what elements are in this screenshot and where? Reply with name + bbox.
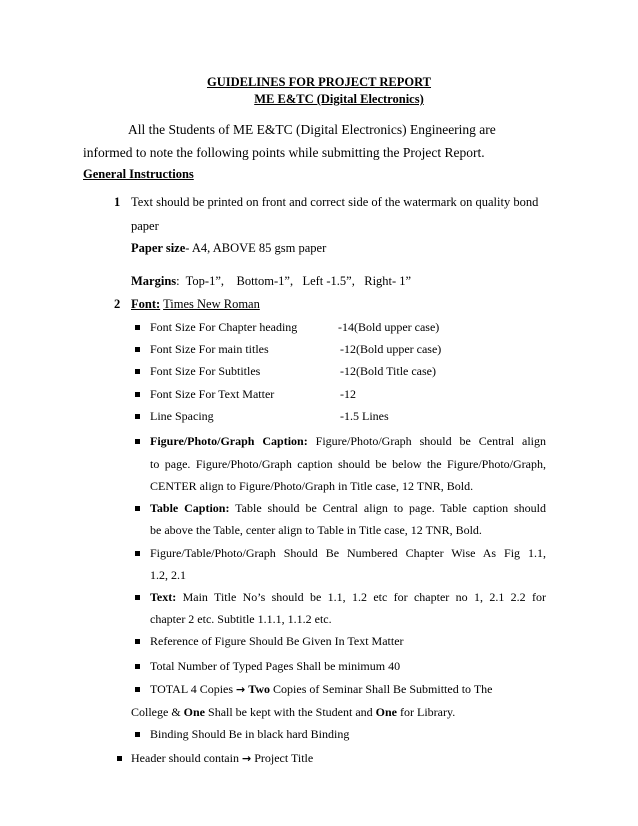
copies-text-2: Copies of Seminar Shall Be Submitted to The xyxy=(273,682,493,696)
paper-size-label: Paper size xyxy=(131,241,186,255)
margins-line xyxy=(131,273,411,289)
bullet-icon xyxy=(135,347,140,352)
bullet-icon xyxy=(135,687,140,692)
font-spec-label: Font Size For main titles xyxy=(150,342,269,356)
reference-line: Reference of Figure Should Be Given In Text Matter xyxy=(150,634,404,648)
bullet-icon xyxy=(135,664,140,669)
font-value: Times New Roman xyxy=(163,297,260,311)
font-spec-value: -12 xyxy=(340,387,356,401)
figure-caption-line-3: CENTER align to Figure/Photo/Graph in Title case, 12 TNR, Bold. xyxy=(150,479,474,493)
font-spec-value: -12(Bold upper case) xyxy=(340,342,442,356)
numbering-line-1: Figure/Table/Photo/Graph Should Be Numbered Chapter Wise As Fig 1.1, xyxy=(150,546,546,560)
arrow-right-icon: → xyxy=(236,683,246,696)
item-1-text-line-2: paper xyxy=(131,219,159,233)
table-caption-line-1 xyxy=(150,500,546,516)
font-line xyxy=(131,296,260,312)
text-numbering-label: Text: xyxy=(150,590,177,604)
typed-pages-line: Total Number of Typed Pages Shall be minimum 40 xyxy=(150,659,401,673)
header-item-line xyxy=(131,750,313,767)
bullet-icon xyxy=(135,595,140,600)
header-item-text: Header should contain xyxy=(131,751,239,765)
bullet-icon xyxy=(135,506,140,511)
font-label: Font: xyxy=(131,297,161,311)
font-spec-label: Font Size For Chapter heading xyxy=(150,320,298,334)
copies-one: One xyxy=(183,705,206,719)
copies-line-1 xyxy=(150,681,492,698)
header-item-value: Project Title xyxy=(254,751,314,765)
copies-line-2 xyxy=(131,704,455,720)
font-spec-value: -14(Bold upper case) xyxy=(338,320,440,334)
item-1-number: 1 xyxy=(114,195,121,209)
arrow-right-icon: → xyxy=(241,752,252,765)
copies-one: One xyxy=(375,705,398,719)
font-spec-value: -12(Bold Title case) xyxy=(340,364,436,378)
bullet-icon xyxy=(135,439,140,444)
font-spec-label: Font Size For Text Matter xyxy=(150,387,275,401)
item-2-number: 2 xyxy=(114,297,121,311)
bullet-icon xyxy=(135,639,140,644)
intro-line-2: informed to note the following points while submitting the Project Report. xyxy=(83,145,485,160)
font-spec-value: -1.5 Lines xyxy=(340,409,389,423)
copies-library: for Library. xyxy=(400,705,456,719)
figure-caption-line-1 xyxy=(150,433,546,449)
binding-line: Binding Should Be in black hard Binding xyxy=(150,727,350,741)
table-caption-line-2: be above the Table, center align to Table in Title case, 12 TNR, Bold. xyxy=(150,523,482,537)
font-spec-label: Line Spacing xyxy=(150,409,214,423)
copies-text: TOTAL 4 Copies xyxy=(150,682,234,696)
paper-size-line xyxy=(131,240,326,256)
table-caption-label: Table Caption: xyxy=(150,501,230,515)
text-numbering-text: Main Title No’s should be 1.1, 1.2 etc for chapter no 1, 2.1 2.2 for xyxy=(182,590,546,604)
title-line-2: ME E&TC (Digital Electronics) xyxy=(254,92,424,106)
intro-line-1: All the Students of ME E&TC (Digital Electronics) Engineering are xyxy=(128,122,496,137)
copies-two: Two xyxy=(248,682,271,696)
copies-kept: Shall be kept with the Student and xyxy=(208,705,373,719)
bullet-icon xyxy=(135,369,140,374)
table-caption-text: Table should be Central align to page. Table caption should xyxy=(235,501,546,515)
item-1-text-line-1: Text should be printed on front and correct side of the watermark on quality bond xyxy=(131,195,539,209)
bullet-icon xyxy=(135,392,140,397)
margins-label: Margins xyxy=(131,274,177,288)
bullet-icon xyxy=(117,756,122,761)
text-numbering-line-2: chapter 2 etc. Subtitle 1.1.1, 1.1.2 etc. xyxy=(150,612,332,626)
bullet-icon xyxy=(135,732,140,737)
margins-value: : Top-1”, Bottom-1”, Left -1.5”, Right- 1” xyxy=(176,274,412,288)
paper-size-value: - A4, ABOVE 85 gsm paper xyxy=(185,241,327,255)
bullet-icon xyxy=(135,325,140,330)
section-heading: General Instructions xyxy=(83,167,194,181)
bullet-icon xyxy=(135,551,140,556)
bullet-icon xyxy=(135,414,140,419)
figure-caption-label: Figure/Photo/Graph Caption: xyxy=(150,434,308,448)
figure-caption-line-2: to page. Figure/Photo/Graph caption should be below the Figure/Photo/Graph, xyxy=(150,457,546,471)
title-line-1: GUIDELINES FOR PROJECT REPORT xyxy=(206,75,432,89)
font-spec-label: Font Size For Subtitles xyxy=(150,364,261,378)
figure-caption-text: Figure/Photo/Graph should be Central align xyxy=(315,434,547,448)
numbering-line-2: 1.2, 2.1 xyxy=(150,568,186,582)
text-numbering-line-1 xyxy=(150,589,546,605)
copies-college: College & xyxy=(131,705,181,719)
